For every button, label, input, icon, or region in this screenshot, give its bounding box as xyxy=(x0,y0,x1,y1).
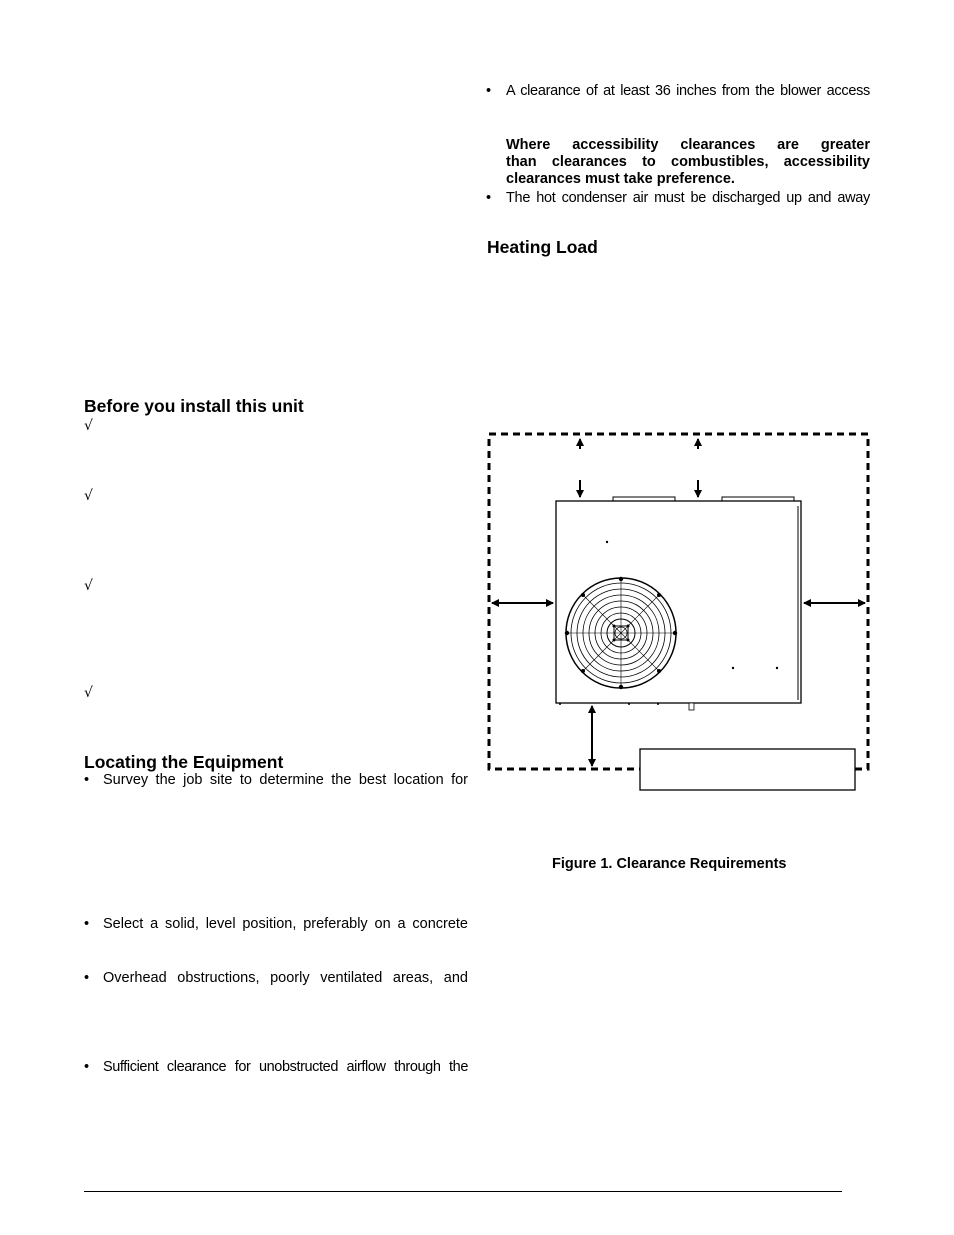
figure-caption: Figure 1. Clearance Requirements xyxy=(552,856,787,872)
bullet-marker: • xyxy=(486,83,492,99)
level-position-bullet-text: Select a solid, level position, preferably on a concrete xyxy=(103,916,468,932)
footer-divider xyxy=(84,1191,842,1192)
clearance-figure xyxy=(486,430,872,796)
obstructions-bullet-text: Overhead obstructions, poorly ventilated areas, and xyxy=(103,970,468,986)
before-install-heading: Before you install this unit xyxy=(84,396,304,416)
locating-equipment-heading: Locating the Equipment xyxy=(84,752,284,772)
fan-grille-icon xyxy=(565,577,677,689)
check-mark: √ xyxy=(84,418,93,434)
figure-note-box xyxy=(640,749,855,790)
clearance-bullet-text: A clearance of at least 36 inches from the blower access xyxy=(506,83,870,99)
condenser-air-bullet-text: The hot condenser air must be discharged up and away xyxy=(506,190,870,206)
accessibility-note-line-1: Where accessibility clearances are greater xyxy=(506,137,870,153)
survey-bullet-text: Survey the job site to determine the best location for xyxy=(103,772,468,788)
bullet-marker: • xyxy=(84,772,90,788)
check-mark: √ xyxy=(84,685,93,701)
bullet-marker: • xyxy=(84,970,90,986)
bullet-marker: • xyxy=(84,1059,90,1075)
heating-load-heading: Heating Load xyxy=(487,237,598,257)
airflow-clearance-bullet-text: Sufficient clearance for unobstructed airflow through the xyxy=(103,1059,468,1075)
check-mark: √ xyxy=(84,578,93,594)
bullet-marker: • xyxy=(84,916,90,932)
check-mark: √ xyxy=(84,488,93,504)
bullet-marker: • xyxy=(486,190,492,206)
accessibility-note-line-2: than clearances to combustibles, accessibility xyxy=(506,154,870,170)
accessibility-note-line-3: clearances must take preference. xyxy=(506,171,735,187)
